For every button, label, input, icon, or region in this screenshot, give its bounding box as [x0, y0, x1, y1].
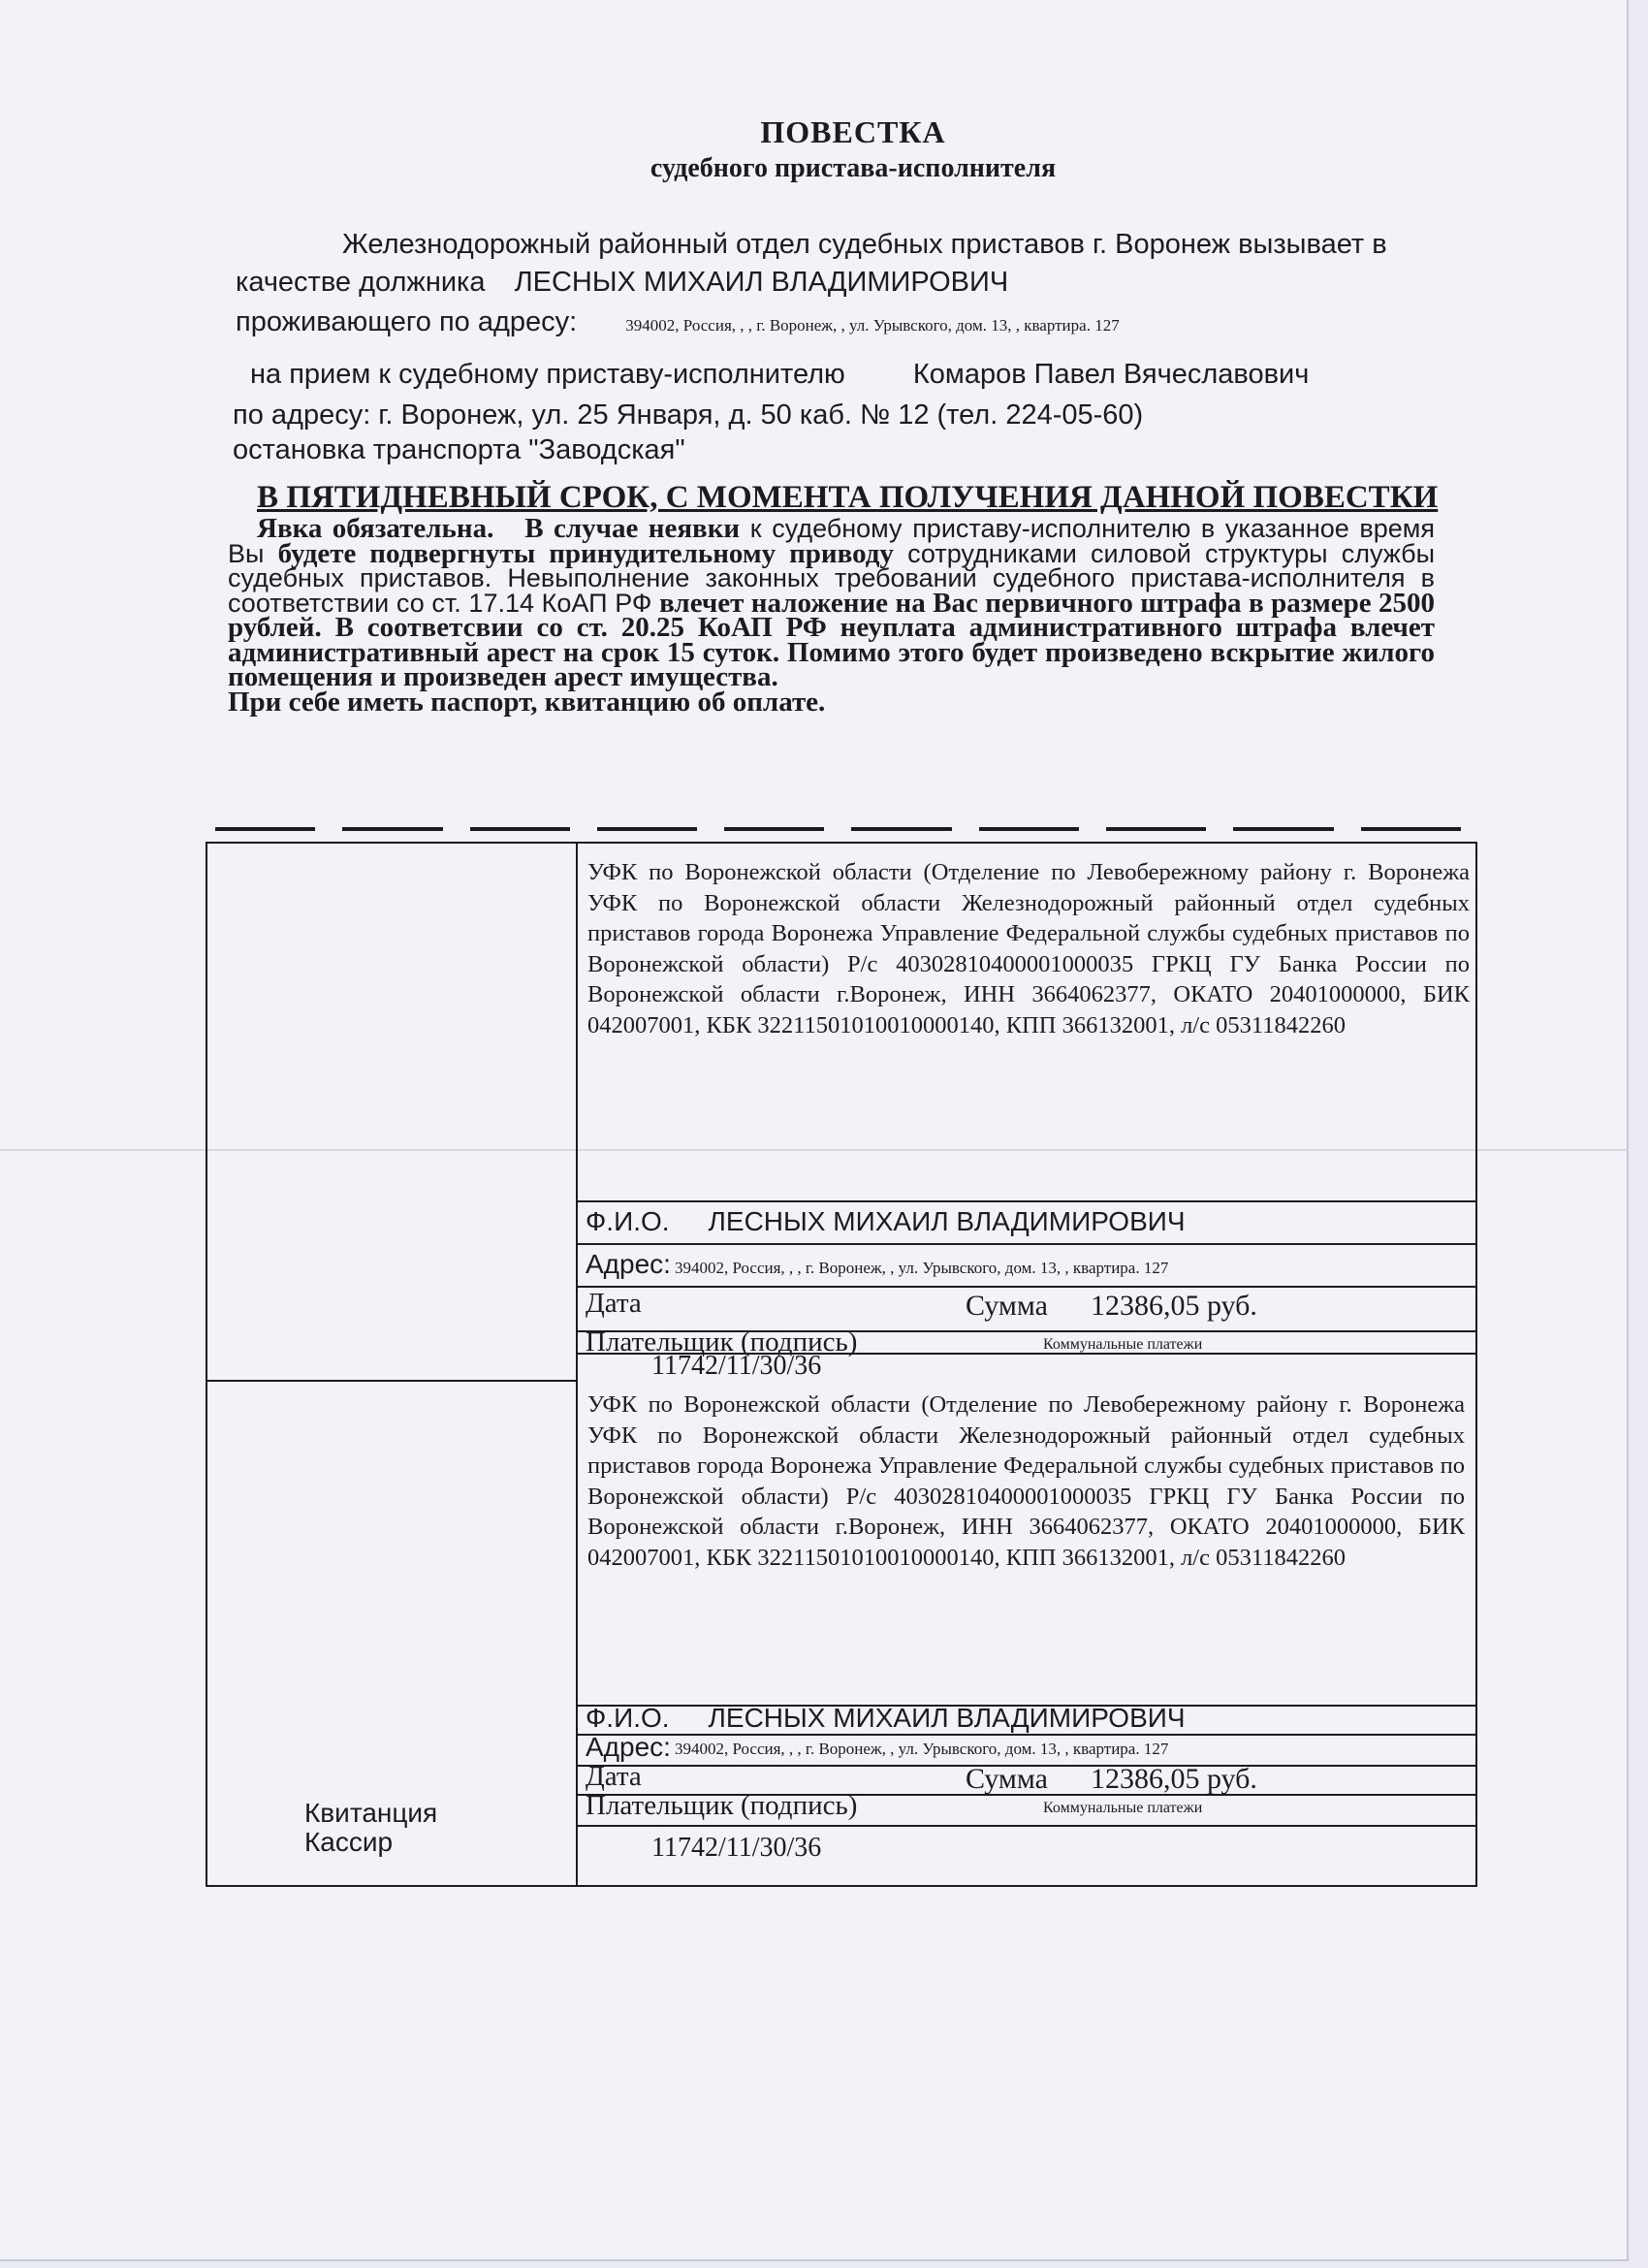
intro-line: Железнодорожный районный отдел судебных приставов г. Воронеж вызывает в [342, 229, 1387, 260]
warning-paragraph [228, 513, 1435, 718]
debtor-address: 394002, Россия, , , г. Воронеж, , ул. Урывского, дом. 13, , квартира. 127 [625, 316, 1120, 335]
sum-label-copy: Сумма [966, 1763, 1048, 1795]
warning-bold-4: влечет наложение на Вас первичного штрафа в размере 2500 рублей. В соответсвии со ст. 20.25 КоАП РФ неуплата административного штрафа влечет административный арест на срок 15 суток. Помимо этого будет произведено вскрытие жилого помещения и произведен арест имущества. [228, 587, 1435, 692]
payer-row-copy [578, 1790, 1477, 1825]
fio-label-copy: Ф.И.О. [586, 1703, 670, 1733]
receipt-notice-part [578, 844, 1477, 1380]
date-label: Дата [586, 1288, 642, 1319]
address-row-copy [578, 1734, 1477, 1765]
deadline-header: В ПЯТИДНЕВНЫЙ СРОК, С МОМЕНТА ПОЛУЧЕНИЯ ДАННОЙ ПОВЕСТКИ [257, 480, 1439, 515]
payer-label: Плательщик (подпись) [586, 1326, 858, 1358]
document-title: ПОВЕСТКА [760, 114, 946, 149]
code-row [578, 1353, 1477, 1380]
receipt-address-value: 394002, Россия, , , г. Воронеж, , ул. Урывского, дом. 13, , квартира. 127 [674, 1259, 1169, 1277]
receipt-kassir: Кассир [304, 1827, 394, 1857]
receipt-address-label-copy: Адрес: [586, 1732, 671, 1762]
receipt-split [207, 1380, 576, 1382]
fio-value-copy: ЛЕСНЫХ МИХАИЛ ВЛАДИМИРОВИЧ [708, 1703, 1186, 1733]
transport-stop-line: остановка транспорта "Заводская" [233, 434, 685, 465]
payment-code: 11742/11/30/36 [651, 1351, 822, 1381]
payment-receipt [206, 842, 1477, 1887]
debtor-line [236, 267, 1008, 299]
warning-bold-3: будете подвергнуты принудительному приводу [277, 537, 894, 569]
bank-details-copy: УФК по Воронежской области (Отделение по Левобережному району г. Воронежа УФК по Воронежской области Железнодорожный районный отдел судебных приставов города Воронежа Управление Федеральной службы судебных приставов по Воронежской области) Р/с 40302810400001000035 ГРКЦ ГУ Банка России по Воронежской области г.Воронеж, ИНН 3664062377, ОКАТО 20401000000, БИК 042007001, КБК 32211501010010000140, КПП 366132001, л/с 05311842260 [587, 1391, 1465, 1571]
payment-code-copy: 11742/11/30/36 [651, 1833, 822, 1863]
bank-details: УФК по Воронежской области (Отделение по Левобережному району г. Воронежа УФК по Воронежской области Железнодорожный районный отдел судебных приставов города Воронежа Управление Федеральной службы судебных приставов по Воронежской области) Р/с 40302810400001000035 ГРКЦ ГУ Банка России по Воронежской области г.Воронеж, ИНН 3664062377, ОКАТО 20401000000, БИК 042007001, КБК 32211501010010000140, КПП 366132001, л/с 05311842260 [587, 859, 1470, 1038]
warning-text-1: к судебному приставу-исполнителю в указанное время Вы [228, 514, 1435, 568]
sum [966, 1290, 1257, 1323]
address-label: проживающего по адресу: [236, 306, 578, 337]
date-sum-row [578, 1286, 1477, 1330]
document-subtitle: судебного пристава-исполнителя [650, 153, 1057, 183]
sum-label: Сумма [966, 1290, 1048, 1322]
sum-value-copy: 12386,05 руб. [1090, 1763, 1257, 1795]
date-label-copy: Дата [586, 1761, 642, 1792]
warning-bold-5: При себе иметь паспорт, квитанцию об оплате. [228, 686, 826, 718]
receipt-stub-part [578, 1380, 1477, 1887]
cut-line [215, 827, 1461, 831]
payer-label-copy: Плательщик (подпись) [586, 1790, 858, 1821]
receipt-caption [304, 1799, 437, 1857]
reception-label: на прием к судебному приставу-исполнителю [250, 359, 845, 390]
receipt-kvitanciya: Квитанция [304, 1798, 438, 1828]
office-address-line: по адресу: г. Воронеж, ул. 25 Января, д. 50 каб. № 12 (тел. 224-05-60) [233, 399, 1144, 431]
debtor-name: ЛЕСНЫХ МИХАИЛ ВЛАДИМИРОВИЧ [514, 267, 1009, 298]
sum-copy [966, 1763, 1257, 1796]
payment-purpose: Коммунальные платежи [1043, 1336, 1203, 1353]
receipt-address-label: Адрес: [586, 1249, 671, 1279]
receipt-address-value-copy: 394002, Россия, , , г. Воронеж, , ул. Урывского, дом. 13, , квартира. 127 [674, 1740, 1169, 1758]
code-row-copy [578, 1825, 1477, 1885]
warning-bold-2: В случае неявки [524, 513, 741, 544]
address-row [578, 1243, 1477, 1286]
warning-text-2: сотрудниками силовой структуры службы судебных приставов. Невыполнение законных требований судебного пристава-исполнителя в соответствии со ст. 17.14 КоАП РФ [228, 538, 1435, 618]
reception-line [250, 359, 1309, 391]
payment-purpose-copy: Коммунальные платежи [1043, 1800, 1203, 1816]
warning-bold-1: Явка обязательна. [257, 513, 494, 544]
fio-row [578, 1200, 1477, 1243]
debtor-label: качестве должника [236, 267, 486, 298]
address-line [236, 306, 1120, 338]
fio-value: ЛЕСНЫХ МИХАИЛ ВЛАДИМИРОВИЧ [708, 1206, 1186, 1236]
fio-label: Ф.И.О. [586, 1206, 670, 1236]
fio-row-copy [578, 1705, 1477, 1734]
bailiff-name: Комаров Павел Вячеславович [912, 359, 1310, 390]
sum-value: 12386,05 руб. [1090, 1290, 1257, 1322]
